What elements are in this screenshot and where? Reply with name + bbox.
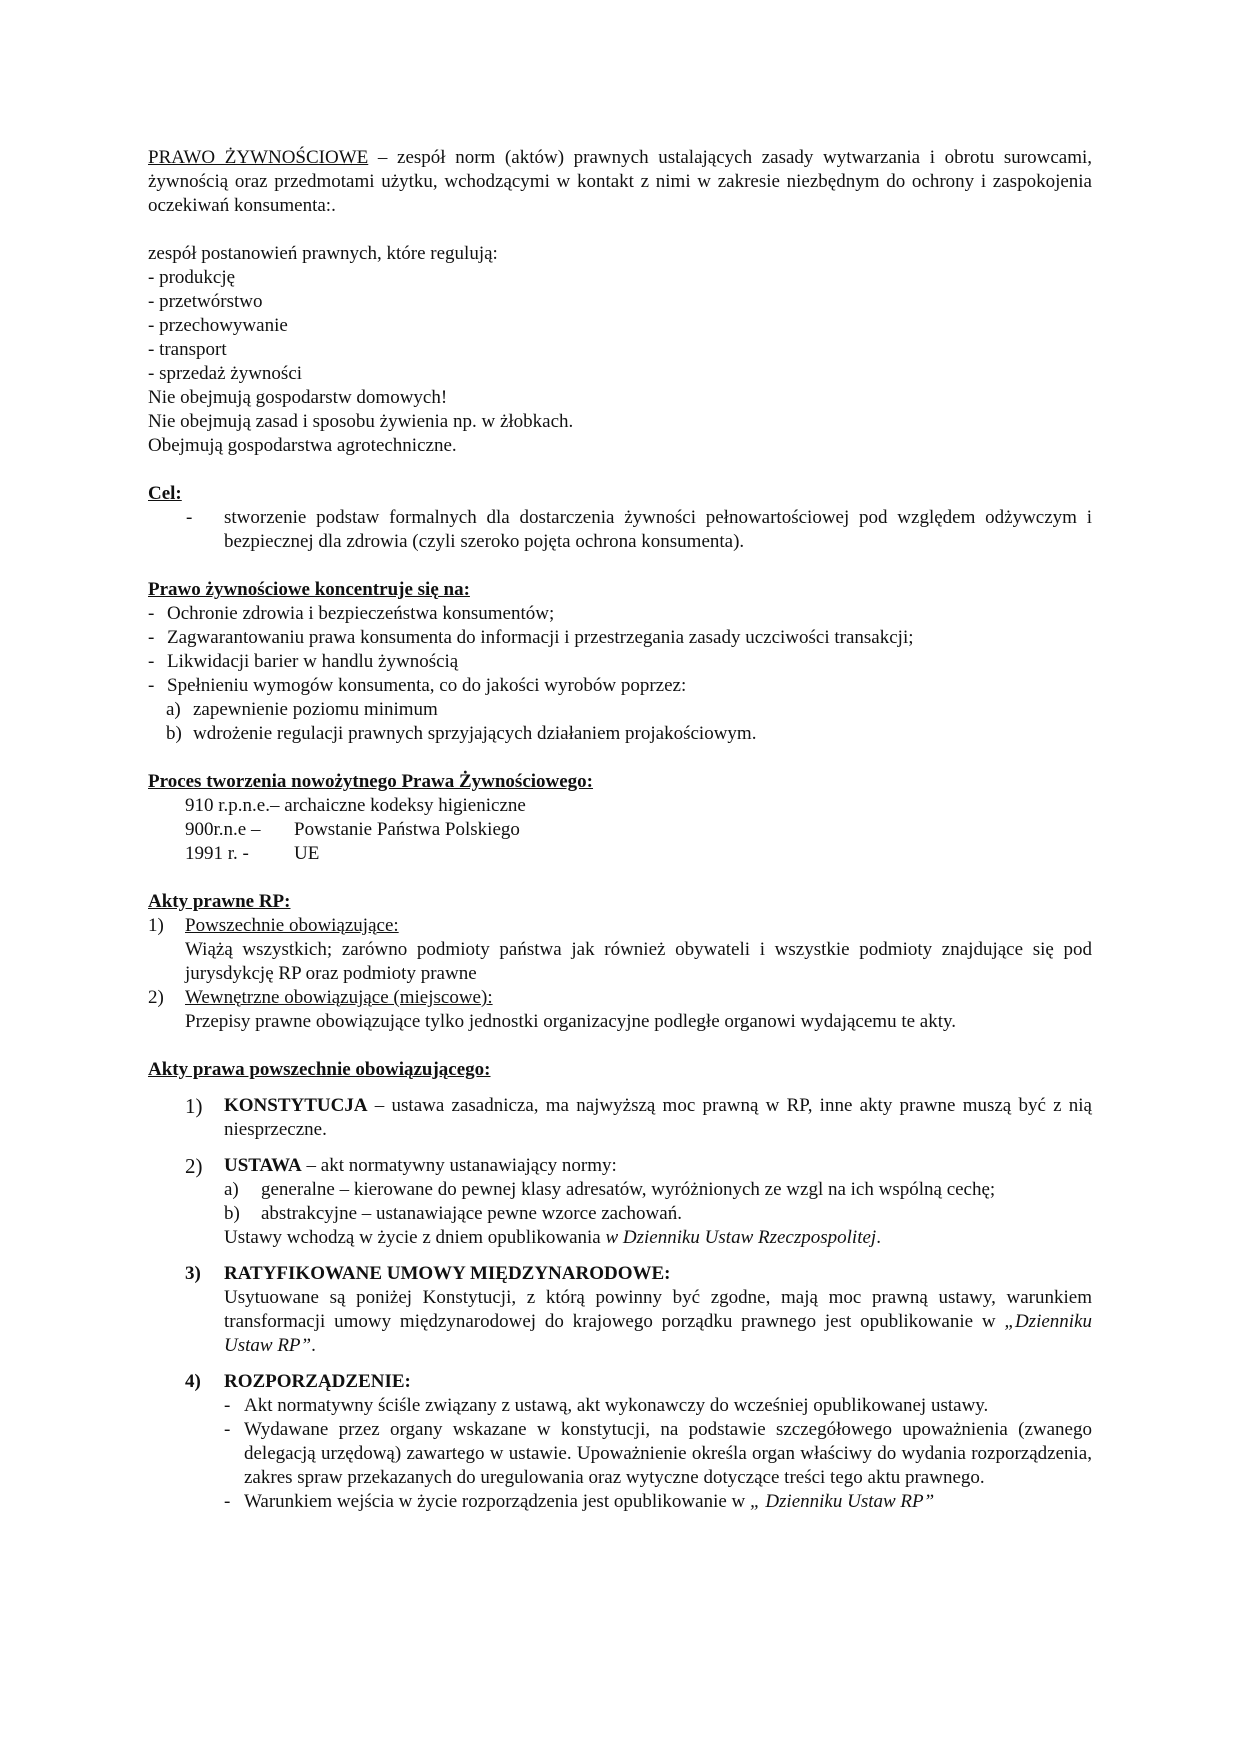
regulates-note: Obejmują gospodarstwa agrotechniczne. bbox=[148, 435, 457, 456]
acts-rp-item: 2) Wewnętrzne obowiązujące (miejscowe): Przepisy prawne obowiązujące tylko jednostki organizacyjne podległe organowi wydającemu te akty. bbox=[148, 986, 1092, 1034]
focus-item: - Likwidacji barier w handlu żywnością bbox=[148, 651, 459, 672]
history-row: 900r.n.e – Powstanie Państwa Polskiego bbox=[185, 819, 520, 840]
acts-rp-item-title: Powszechnie obowiązujące: bbox=[185, 915, 399, 936]
general-acts-heading: Akty prawa powszechnie obowiązującego: bbox=[148, 1059, 491, 1080]
goal-dash: - bbox=[186, 507, 193, 528]
regulates-item: - transport bbox=[148, 339, 227, 360]
regulates-note: Nie obejmują gospodarstw domowych! bbox=[148, 387, 448, 408]
regulates-item: - sprzedaż żywności bbox=[148, 363, 303, 384]
history-heading: Proces tworzenia nowożytnego Prawa Żywnościowego: bbox=[148, 771, 594, 792]
treaties-item: 3) RATYFIKOWANE UMOWY MIĘDZYNARODOWE: Usytuowane są poniżej Konstytucji, z którą powinny być zgodne, mają moc prawną ustawy, warunkiem transformacji umowy międzynarodowej do krajowego porządku prawnego jest opublikowanie w „Dzienniku Ustaw RP”. bbox=[185, 1263, 1092, 1356]
regulation-title: ROZPORZĄDZENIE: bbox=[224, 1371, 411, 1392]
acts-rp-item: 1) Powszechnie obowiązujące: Wiążą wszystkich; zarówno podmioty państwa jak również obywateli i wszystkie podmioty znajdujące się pod jurysdykcję RP oraz podmioty prawne bbox=[148, 915, 1092, 984]
regulates-lead: zespół postanowień prawnych, które regulują: bbox=[148, 243, 498, 264]
goal-heading: Cel: bbox=[148, 483, 182, 504]
focus-item: - Zagwarantowaniu prawa konsumenta do informacji i przestrzegania zasady uczciwości transakcji; bbox=[148, 627, 914, 648]
regulation-bullet: - Akt normatywny ściśle związany z ustawą, akt wykonawczy do wcześniej opublikowanej ustawy. bbox=[224, 1395, 989, 1416]
regulates-item: - przechowywanie bbox=[148, 315, 288, 336]
intro-term: PRAWO ŻYWNOŚCIOWE bbox=[148, 147, 369, 168]
regulation-item: 4) ROZPORZĄDZENIE: bbox=[148, 1370, 1092, 1394]
acts-rp-item-title: Wewnętrzne obowiązujące (miejscowe): bbox=[185, 987, 493, 1008]
acts-rp-heading: Akty prawne RP: bbox=[148, 891, 291, 912]
regulates-item: - produkcję bbox=[148, 267, 236, 288]
focus-item: - Spełnieniu wymogów konsumenta, co do jakości wyrobów poprzez: bbox=[148, 675, 687, 696]
regulation-bullet: - Warunkiem wejścia w życie rozporządzenia jest opublikowanie w „ Dzienniku Ustaw RP” bbox=[224, 1491, 935, 1512]
regulation-bullet: - Wydawane przez organy wskazane w konstytucji, na podstawie szczegółowego upoważnienia (zwanego delegacją urzędową) zawartego w ustawie. Upoważnienie określa organ właściwy do wydania rozporządzenia, zakres spraw przekazanych do uregulowania oraz wytyczne dotyczące treści tego aktu prawnego. bbox=[224, 1419, 1092, 1488]
statute-note: Ustawy wchodzą w życie z dniem opublikowania w Dzienniku Ustaw Rzeczpospolitej. bbox=[224, 1227, 881, 1248]
goal-text: stworzenie podstaw formalnych dla dostarczenia żywności pełnowartościowej pod względem odżywczym i bezpiecznej dla zdrowia (czyli szeroko pojęta ochrona konsumenta). bbox=[224, 507, 1092, 552]
treaties-title: RATYFIKOWANE UMOWY MIĘDZYNARODOWE: bbox=[224, 1263, 671, 1284]
focus-subitem: a) zapewnienie poziomu minimum bbox=[166, 699, 438, 720]
focus-heading: Prawo żywnościowe koncentruje się na: bbox=[148, 579, 470, 600]
statute-text: – akt normatywny ustanawiający normy: bbox=[301, 1155, 617, 1176]
statute-subitem: b) abstrakcyjne – ustanawiające pewne wzorce zachowań. bbox=[224, 1203, 682, 1224]
constitution-item: 1) KONSTYTUCJA – ustawa zasadnicza, ma najwyższą moc prawną w RP, inne akty prawne muszą być z nią niesprzeczne. bbox=[185, 1094, 1092, 1140]
statute-title: USTAWA bbox=[224, 1155, 302, 1176]
statute-item: 2) USTAWA – akt normatywny ustanawiający normy: bbox=[185, 1154, 617, 1178]
intro-definition: – zespół norm (aktów) prawnych ustalających zasady wytwarzania i obrotu surowcami, żywnością oraz przedmotami użytku, wchodzącymi w kontakt z nimi w zakresie niezbędnym do ochrony i zaspokojenia oczekiwań konsumenta:. bbox=[148, 147, 1093, 216]
statute-subitem: a) generalne – kierowane do pewnej klasy adresatów, wyróżnionych ze wzgl na ich wspólną cechę; bbox=[224, 1179, 996, 1200]
history-row: 1991 r. - UE bbox=[185, 843, 320, 864]
intro-paragraph bbox=[148, 146, 1092, 218]
focus-item: - Ochronie zdrowia i bezpieczeństwa konsumentów; bbox=[148, 603, 555, 624]
goal-item bbox=[148, 506, 1092, 554]
regulates-item: - przetwórstwo bbox=[148, 291, 263, 312]
constitution-text: – ustawa zasadnicza, ma najwyższą moc prawną w RP, inne akty prawne muszą być z nią niesprzeczne. bbox=[224, 1095, 1092, 1140]
focus-subitem: b) wdrożenie regulacji prawnych sprzyjających działaniem projakościowym. bbox=[166, 723, 757, 744]
acts-rp-item-desc: Przepisy prawne obowiązujące tylko jednostki organizacyjne podległe organowi wydającemu te akty. bbox=[185, 1011, 957, 1032]
regulates-note: Nie obejmują zasad i sposobu żywienia np. w żłobkach. bbox=[148, 411, 574, 432]
acts-rp-item-desc: Wiążą wszystkich; zarówno podmioty państwa jak również obywateli i wszystkie podmioty znajdujące się pod jurysdykcję RP oraz podmioty prawne bbox=[185, 939, 1092, 984]
document-page bbox=[148, 146, 1092, 1514]
history-row: 910 r.p.n.e. – archaiczne kodeksy higieniczne bbox=[185, 795, 526, 816]
constitution-title: KONSTYTUCJA bbox=[224, 1095, 368, 1116]
treaties-text: Usytuowane są poniżej Konstytucji, z którą powinny być zgodne, mają moc prawną ustawy, warunkiem transformacji umowy międzynarodowej do krajowego porządku prawnego jest opublikowanie w „Dzienniku Ustaw RP”. bbox=[224, 1287, 1092, 1356]
